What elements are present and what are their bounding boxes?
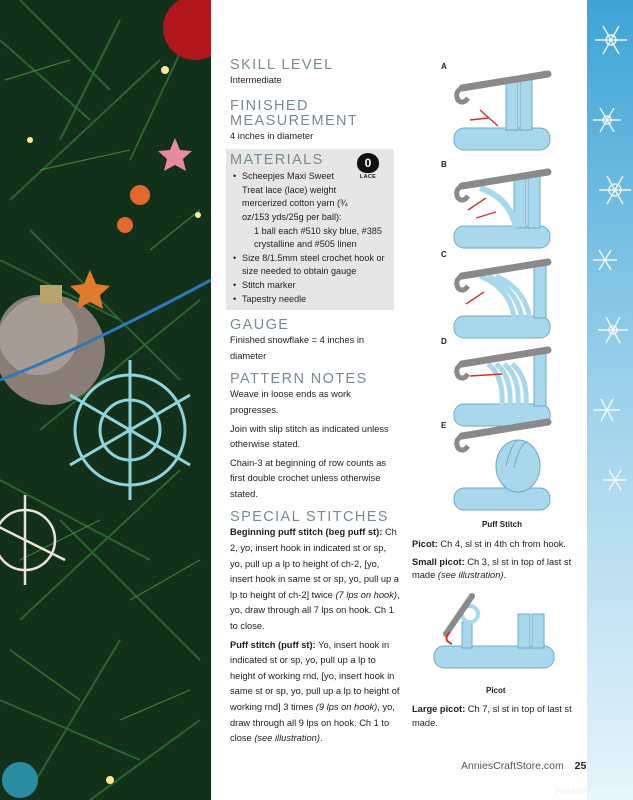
materials-item: • Scheepjes Maxi Sweet Treat lace (lace) weight mercerized cotton yarn (¾ oz/153 yds/25g per ball):	[242, 170, 390, 224]
puff-note: (9 lps on hook)	[315, 702, 378, 712]
picot-definition	[412, 538, 584, 552]
large-picot-text: Ch 7, sl st in top of last st made.	[412, 704, 572, 728]
materials-box	[226, 149, 394, 310]
materials-item: 1 ball each #510 sky blue, #385 crystalline and #505 linen	[254, 225, 382, 250]
finished-measurement-value: 4 inches in diameter	[230, 130, 314, 141]
small-picot-see-illustration: (see illustration)	[437, 570, 504, 581]
finished-measurement-heading-2: MEASUREMENT	[230, 112, 359, 129]
pattern-note: Join with slip stitch as indicated unless otherwise stated.	[230, 423, 389, 450]
yarn-weight-number: 0	[357, 153, 379, 173]
picot-caption: Picot	[486, 686, 506, 695]
finished-measurement-heading-1: FINISHED	[230, 97, 309, 114]
watermark: PassionForum.ru	[554, 786, 629, 796]
beg-puff-stitch-definition	[230, 525, 400, 634]
beg-puff-text: Ch 2, yo, insert hook in indicated st or sp, yo, pull up a lp to height of ch-2, [yo, insert hook in same st or sp, yo, pull up a lp to height of ch-2] twice	[230, 527, 399, 600]
small-picot-text: Ch 3, sl st in top of last st made	[412, 556, 572, 581]
picot-diagram	[432, 592, 556, 685]
small-picot-term: Small picot:	[412, 556, 465, 567]
pattern-notes-heading: PATTERN NOTES	[230, 371, 368, 388]
page-footer	[461, 760, 586, 772]
beg-puff-note: (7 lps on hook)	[335, 589, 397, 600]
small-picot-end: .	[503, 570, 507, 581]
gauge-heading: GAUGE	[230, 317, 290, 334]
footer-site: AnniesCraftStore.com	[461, 760, 564, 772]
materials-item: • Size 8/1.5mm steel crochet hook or size needed to obtain gauge	[242, 252, 390, 279]
beg-puff-text-end: , yo, draw through all 7 lps on hook. Ch 1 to close.	[230, 589, 400, 632]
step-label-a: A	[441, 62, 447, 71]
puff-text: Yo, insert hook in indicated st or sp, yo, pull up a lp to height of working rnd, [yo, insert hook in same st or sp, yo, pull up a lp to height of working rnd] 3 times	[230, 639, 400, 712]
materials-heading: MATERIALS	[230, 152, 324, 169]
special-stitches-heading: SPECIAL STITCHES	[230, 509, 389, 526]
page-number: 25	[574, 760, 587, 772]
christmas-tree-photo	[0, 0, 211, 800]
pattern-info-column	[230, 58, 400, 747]
puff-term: Puff stitch (puff st):	[230, 639, 316, 650]
large-picot-definition	[412, 703, 584, 730]
step-label-d: D	[441, 337, 447, 346]
beg-puff-term: Beginning puff stitch (beg puff st):	[230, 527, 383, 538]
snowflake-border	[587, 0, 633, 800]
puff-stitch-definition	[230, 638, 400, 747]
materials-item: • Tapestry needle	[242, 293, 390, 307]
puff-stitch-diagram	[440, 60, 552, 525]
yarn-weight-label: LACE	[359, 174, 377, 181]
pattern-note: Chain-3 at beginning of row counts as first double crochet unless otherwise stated.	[230, 457, 387, 499]
puff-see-illustration: (see illustration)	[254, 733, 320, 744]
small-picot-definition	[412, 556, 584, 583]
gauge-text: Finished snowflake = 4 inches in diameter	[230, 335, 365, 361]
skill-level-value: Intermediate	[230, 75, 282, 85]
picot-term: Picot:	[412, 539, 438, 549]
picot-definitions	[412, 538, 584, 583]
picot-text: Ch 4, sl st in 4th ch from hook.	[440, 539, 566, 549]
puff-stitch-caption: Puff Stitch	[482, 520, 522, 529]
step-label-e: E	[441, 421, 447, 430]
pattern-note: Weave in loose ends as work progresses.	[230, 389, 351, 415]
materials-item: • Stitch marker	[242, 279, 390, 293]
step-label-b: B	[441, 160, 447, 169]
puff-text-mid: , yo, draw through all 9 lps on hook. Ch 1 to close	[230, 702, 395, 744]
materials-list	[230, 170, 390, 306]
skill-level-heading: SKILL LEVEL	[230, 57, 334, 73]
large-picot-term: Large picot:	[412, 704, 466, 714]
puff-end: .	[319, 733, 323, 744]
step-label-c: C	[441, 250, 447, 259]
